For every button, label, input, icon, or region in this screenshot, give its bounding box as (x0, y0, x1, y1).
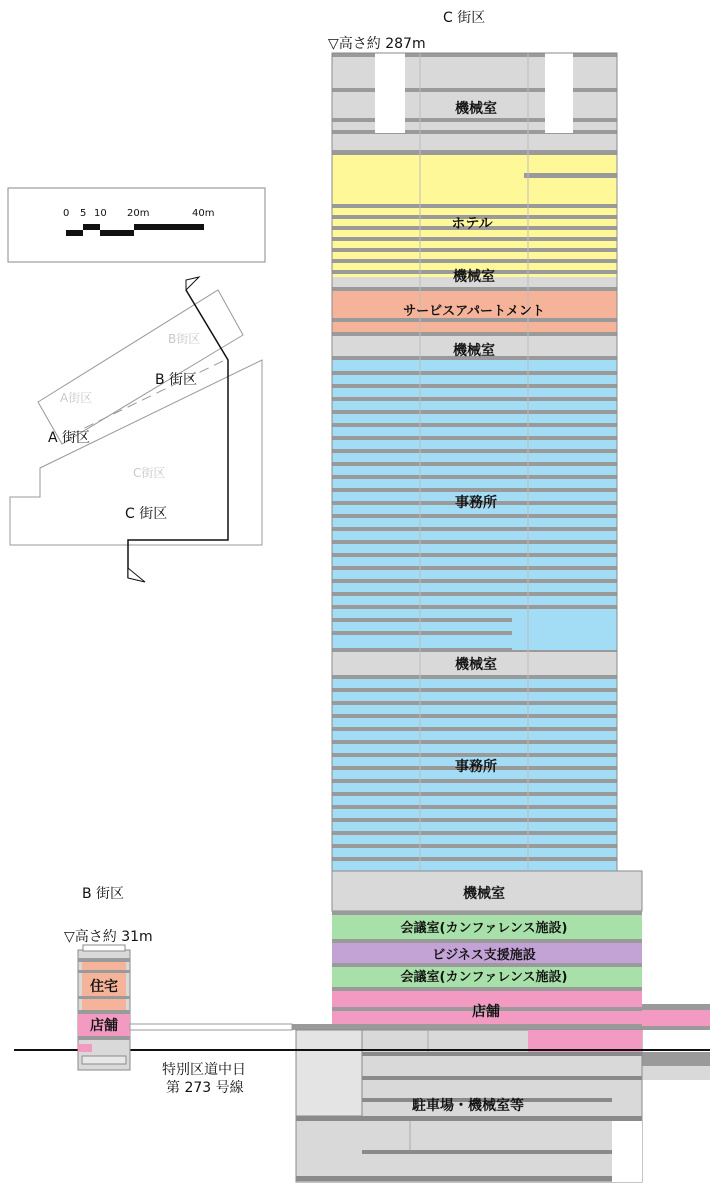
label-mechanical-3: 機械室 (453, 343, 495, 359)
floor-line (332, 462, 617, 466)
site-label-b: B 街区 (155, 372, 198, 388)
site-label-a-faint: A街区 (60, 391, 93, 405)
scale-tick-5: 5 (80, 208, 87, 219)
label-office-lower: 事務所 (455, 759, 497, 775)
floor-line (332, 130, 617, 134)
site-label-b-faint: B街区 (168, 332, 201, 346)
scale-tick-20: 20m (127, 208, 150, 219)
b-block-title: B 街区 (82, 886, 125, 902)
floor-line (332, 675, 617, 679)
floor-line (332, 118, 617, 122)
road-label-line1: 特別区道中日 (162, 1062, 246, 1078)
site-label-a: A 街区 (48, 430, 91, 446)
scale-bar (8, 188, 265, 262)
floor-line (332, 701, 617, 705)
site-label-c-faint: C街区 (133, 466, 166, 480)
floor-line (332, 449, 617, 453)
floor-line (332, 857, 617, 861)
label-mechanical-5: 機械室 (463, 886, 505, 902)
floor-line (332, 714, 617, 718)
floor-line (332, 792, 617, 796)
floor-line (332, 753, 617, 757)
b-residential-label: 住宅 (90, 979, 118, 995)
label-retail: 店舗 (472, 1004, 500, 1020)
floor-line (332, 844, 617, 848)
label-mechanical-top: 機械室 (455, 101, 497, 117)
b-height-label: ▽高さ約 31m (64, 929, 153, 945)
site-label-c: C 街区 (125, 506, 168, 522)
road-label-line2: 第 273 号線 (166, 1080, 244, 1096)
floor-line (332, 423, 617, 427)
floor-line (332, 779, 617, 783)
label-mechanical-4: 機械室 (455, 657, 497, 673)
scale-tick-40: 40m (192, 208, 215, 219)
floor-line (332, 566, 617, 570)
floor-line (332, 287, 617, 291)
label-office-upper: 事務所 (455, 495, 497, 511)
label-hotel: ホテル (451, 216, 493, 232)
floor-line (332, 592, 617, 596)
floor-line (332, 88, 617, 92)
floor-line (332, 740, 617, 744)
floor-line (332, 553, 617, 557)
floor-line (332, 805, 617, 809)
c-tower-section (332, 53, 617, 871)
b-retail-label: 店舗 (90, 1018, 118, 1034)
label-business-support: ビジネス支援施設 (432, 948, 536, 963)
floor-line (332, 605, 617, 609)
scale-tick-0: 0 (63, 208, 70, 219)
floor-line (332, 237, 617, 241)
floor-line (332, 204, 617, 208)
floor-line (332, 527, 617, 531)
floor-line (332, 831, 617, 835)
label-conference-lower: 会議室(カンファレンス施設) (400, 970, 568, 985)
label-conference-upper: 会議室(カンファレンス施設) (400, 921, 568, 936)
floor-line (332, 384, 617, 388)
floor-line (332, 332, 617, 336)
label-mechanical-2: 機械室 (453, 269, 495, 285)
floor-line (332, 397, 617, 401)
c-height-label: ▽高さ約 287m (328, 36, 426, 52)
scale-tick-10: 10 (94, 208, 107, 219)
floor-line (332, 150, 617, 155)
floor-line (524, 173, 617, 178)
floor-line (332, 53, 617, 57)
b-building-section (78, 945, 292, 1070)
floor-line (332, 727, 617, 731)
site-plan (10, 277, 262, 582)
floor-line (332, 540, 617, 544)
floor-line (332, 410, 617, 414)
site-a-block-outline (38, 290, 243, 444)
label-serviced-apartment: サービスアパートメント (403, 304, 545, 319)
floor-line (332, 436, 617, 440)
floor-line (332, 488, 617, 492)
floor-line (332, 818, 617, 822)
floor-line (332, 688, 617, 692)
floor-line (332, 475, 617, 479)
floor-line (332, 248, 617, 252)
floor-line (332, 371, 617, 375)
floor-line (332, 259, 617, 263)
c-block-title: C 街区 (443, 10, 486, 26)
floor-line (332, 579, 617, 583)
label-parking: 駐車場・機械室等 (412, 1098, 524, 1114)
floor-line (332, 514, 617, 518)
